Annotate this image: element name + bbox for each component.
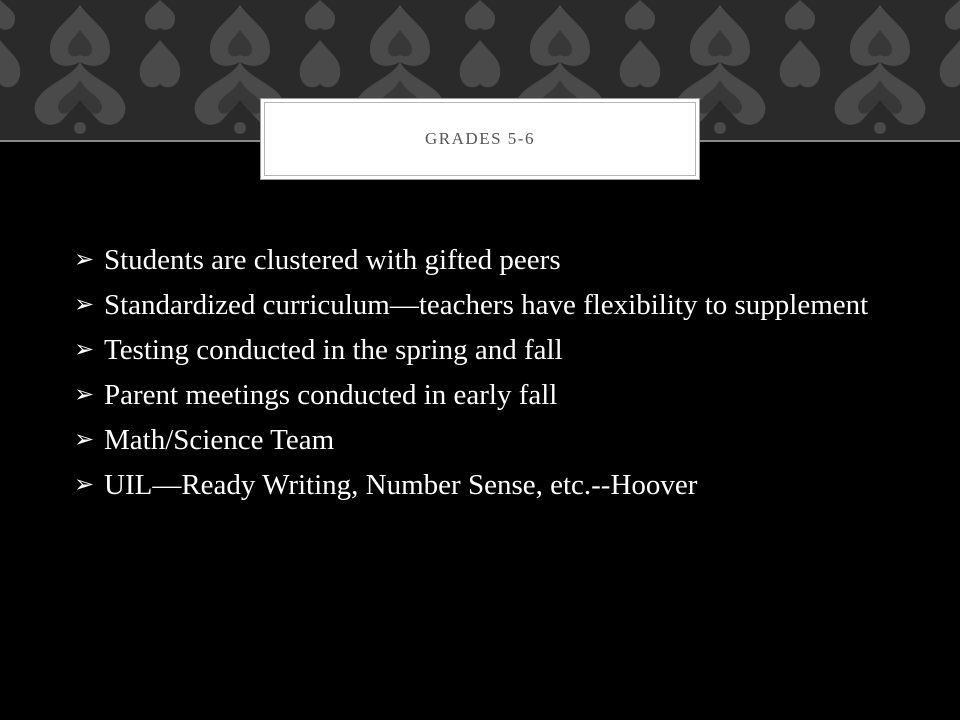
bullet-text: Students are clustered with gifted peers [104, 244, 561, 276]
bullet-text: Math/Science Team [104, 424, 335, 456]
bullet-text: UIL—Ready Writing, Number Sense, etc.--Hoover [104, 469, 698, 501]
slide-title: GRADES 5-6 [425, 129, 535, 148]
bullet-item [74, 328, 894, 373]
bullet-item [74, 463, 894, 508]
bullet-list [74, 238, 894, 508]
bullet-text: Testing conducted in the spring and fall [104, 334, 563, 366]
arrow-bullet-icon: ➢ [74, 292, 95, 318]
bullet-item [74, 418, 894, 463]
arrow-bullet-icon: ➢ [74, 427, 95, 453]
bullet-item [74, 238, 894, 283]
arrow-bullet-icon: ➢ [74, 382, 95, 408]
bullet-item [74, 283, 894, 328]
bullet-item [74, 373, 894, 418]
arrow-bullet-icon: ➢ [74, 472, 95, 498]
bullet-text: Parent meetings conducted in early fall [104, 379, 558, 411]
title-box [260, 98, 700, 180]
arrow-bullet-icon: ➢ [74, 247, 95, 273]
bullet-text: Standardized curriculum—teachers have flexibility to supplement [104, 289, 869, 321]
arrow-bullet-icon: ➢ [74, 337, 95, 363]
